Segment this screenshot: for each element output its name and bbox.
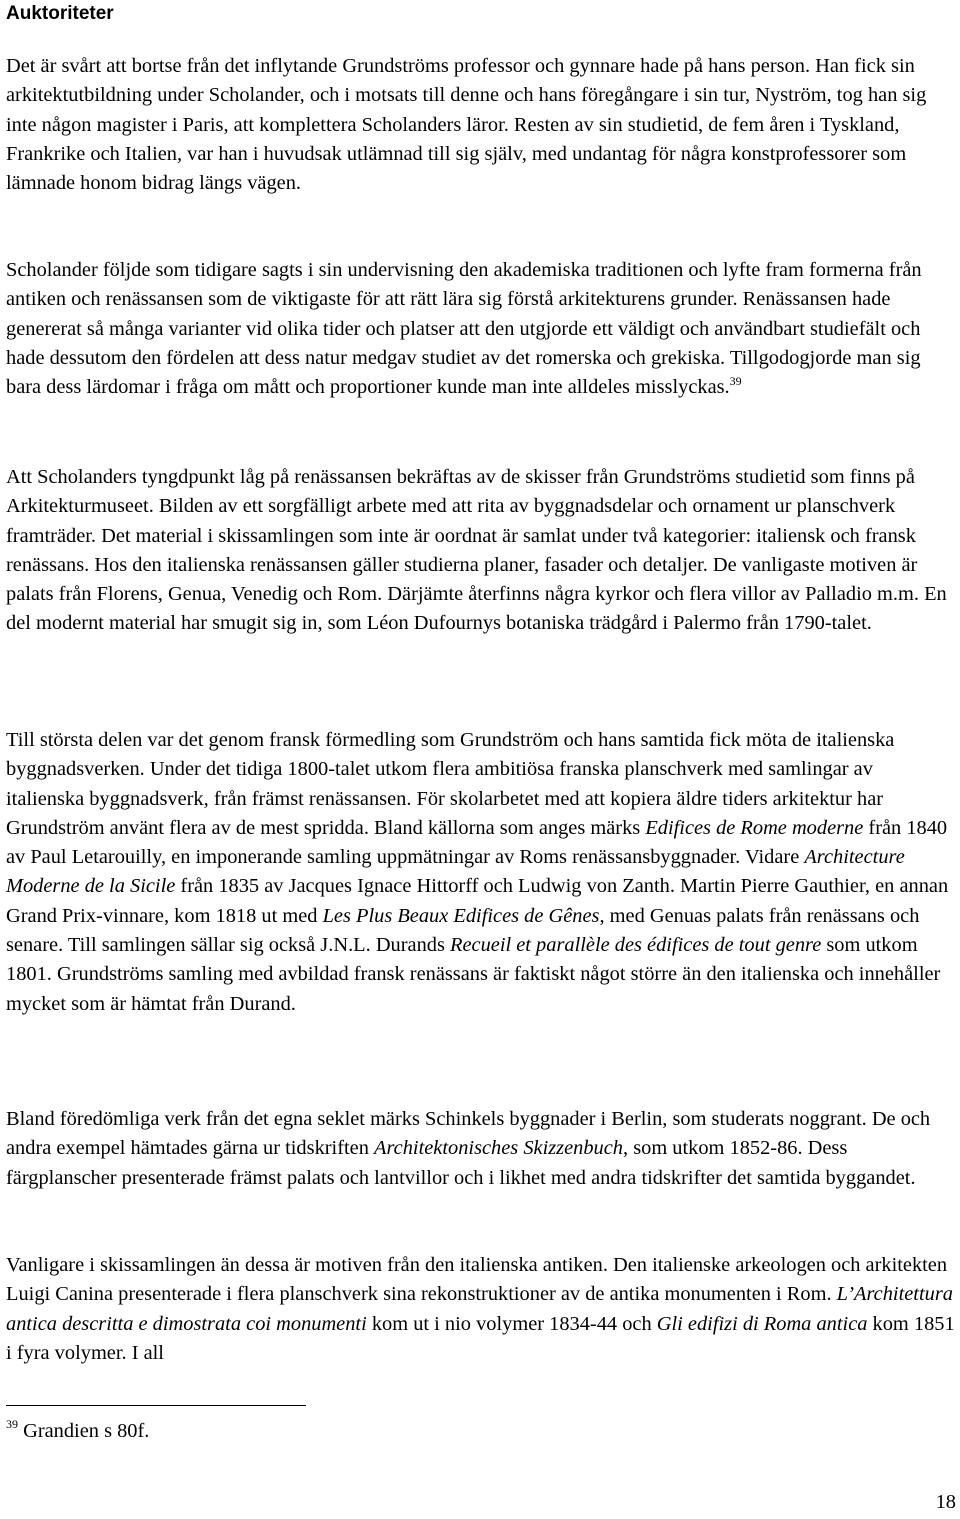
paragraph-4-text-5: som utkom 1801. Grundströms samling med avbildad fransk renässans är faktiskt något större än den italienska och innehåller mycket som är hämtat från Durand. xyxy=(6,934,941,1015)
paragraph-4-text-2: från 1840 av Paul Letarouilly, en imponerande samling uppmätningar av Roms renässansbyggnader. Vidare xyxy=(6,816,948,869)
paragraph-3: Att Scholanders tyngdpunkt låg på renässansen bekräftas av de skisser från Grundströms studietid som finns på Arkitekturmuseet. Bilden av ett sorgfälligt arbete med att rita av byggnadsdelar och ornament ur planschverk framträder. Det material i skissamlingen som inte är oordnat är samlat under två kategorier: italiensk och fransk renässans. Hos den italienska renässansen gäller studierna planer, fasader och detaljer. De vanligaste motiven är palats från Florens, Genua, Venedig och Rom. Därjämte återfinns några kyrkor och flera villor av Palladio m.m. En del modernt material har smugit sig in, som Léon Dufournys botaniska trädgård i Palermo från 1790-talet. xyxy=(6,466,947,635)
paragraph-6 xyxy=(6,1251,956,1368)
book-title-edifizi-di-roma: Gli edifizi di Roma antica xyxy=(656,1312,868,1335)
book-title-edifices-de-rome: Edifices de Rome moderne xyxy=(645,816,864,839)
document-page xyxy=(6,0,956,1364)
paragraph-6-text-2: kom ut i nio volymer 1834-44 och xyxy=(366,1312,657,1335)
footnote-ref-39[interactable]: 39 xyxy=(729,374,742,389)
page-number: 18 xyxy=(935,1491,956,1513)
paragraph-5-text-2: , som utkom 1852-86. Dess färgplanscher presenterade främst palats och lantvillor och i likhet med andra tidskrifter det samtida byggandet. xyxy=(6,1137,916,1189)
paragraph-4-text-3: från 1835 av Jacques Ignace Hittorff och Ludwig von Zanth. Martin Pierre Gauthier, en annan Grand Prix-vinnare, kom 1818 ut med xyxy=(6,875,949,927)
book-title-recueil-et-parallele: Recueil et parallèle des édifices de tout genre xyxy=(450,934,822,957)
footnote-text: Grandien s 80f. xyxy=(18,1420,150,1442)
paragraph-1: Det är svårt att bortse från det inflytande Grundströms professor och gynnare hade på hans person. Han fick sin arkitektutbildning under Scholander, och i motsats till denne och hans föregångare i sin tur, Nyström, tog han sig inte någon magister i Paris, att komplettera Scholanders läror. Resten av sin studietid, de fem åren i Tyskland, Frankrike och Italien, var han i huvudsak utlämnad till sig själv, med undantag för några konstprofessorer som lämnade honom bidrag längs vägen. xyxy=(6,55,927,195)
paragraph-5 xyxy=(6,1105,956,1193)
paragraph-6-text-1: Vanligare i skissamlingen än dessa är motiven från den italienska antiken. Den italienske arkeologen och arkitekten Luigi Canina presenterade i flera planschverk sina rekonstruktioner av de antika monumenten i Rom. xyxy=(6,1254,948,1306)
journal-title-skizzenbuch: Architektonisches Skizzenbuch xyxy=(374,1137,623,1160)
footnote-39 xyxy=(6,1417,149,1446)
paragraph-5-text-1: Bland föredömliga verk från det egna seklet märks Schinkels byggnader i Berlin, som studerats noggrant. De och andra exempel hämtades gärna ur tidskriften xyxy=(6,1108,931,1160)
paragraph-4 xyxy=(6,726,956,1019)
paragraph-6-text-3: kom 1851 i fyra volymer. I all xyxy=(6,1312,955,1364)
book-title-edifices-de-genes: Les Plus Beaux Edifices de Gênes xyxy=(322,904,600,927)
paragraph-2 xyxy=(6,256,956,402)
section-heading: Auktoriteter xyxy=(6,3,114,24)
footnote-divider xyxy=(6,1405,306,1406)
footnote-number: 39 xyxy=(6,1417,18,1431)
book-title-architecture-sicile: Architecture Moderne de la Sicile xyxy=(6,846,905,898)
paragraph-4-text-4: , med Genuas palats från renässans och senare. Till samlingen sällar sig också J.N.L. Durands xyxy=(6,904,920,957)
paragraph-4-text-1: Till största delen var det genom fransk förmedling som Grundström och hans samtida fick möta de italienska byggnadsverken. Under det tidiga 1800-talet utkom flera ambitiösa franska planschverk med samlingar av italienska byggnadsverk, från främst renässansen. För skolarbetet med att kopiera äldre tiders arkitektur har Grundström använt flera av de mest spridda. Bland källorna som anges märks xyxy=(6,729,895,839)
book-title-architettura-antica: L’Architettura antica descritta e dimostrata coi monumenti xyxy=(6,1283,953,1335)
paragraph-2-text: Scholander följde som tidigare sagts i sin undervisning den akademiska traditionen och lyfte fram formerna från antiken och renässansen som de viktigaste för att rätt lära sig förstå arkitekturens grunder. Renässansen hade genererat så många varianter vid olika tider och platser att den utgjorde ett väldigt och användbart studiefält och hade dessutom den fördelen att dess natur medgav studiet av det romerska och grekiska. Tillgodogjorde man sig bara dess lärdomar i fråga om mått och proportioner kunde man inte alldeles misslyckas. xyxy=(6,259,922,399)
